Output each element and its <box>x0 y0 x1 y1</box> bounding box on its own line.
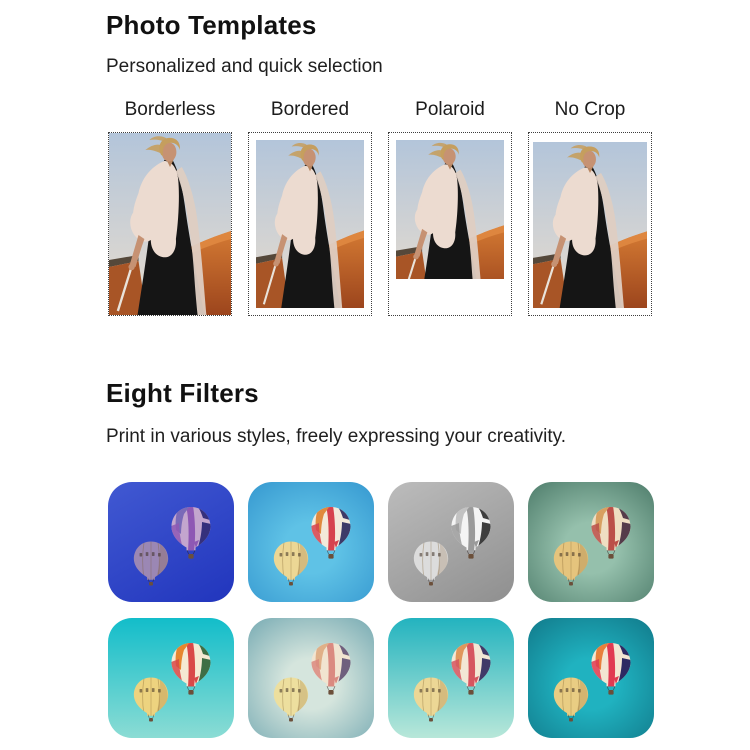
template-photo <box>256 140 364 308</box>
balloon-preview <box>108 482 234 602</box>
filter-tile-mono[interactable] <box>388 482 514 602</box>
template-preview-borderless[interactable] <box>108 132 232 316</box>
filter-tile-vivid-turquoise[interactable] <box>108 618 234 738</box>
balloon-preview <box>248 618 374 738</box>
filter-tile-azure[interactable] <box>248 482 374 602</box>
template-option-bordered[interactable] <box>248 97 372 316</box>
filter-tile-teal-pop[interactable] <box>528 618 654 738</box>
template-option-polaroid[interactable] <box>388 97 512 316</box>
template-label: Polaroid <box>415 99 485 120</box>
balloon-preview <box>108 618 234 738</box>
template-preview-bordered[interactable] <box>248 132 372 316</box>
filter-tile-vintage-green[interactable] <box>528 482 654 602</box>
balloon-preview <box>388 482 514 602</box>
balloon-preview <box>528 482 654 602</box>
photo-templates-subtitle: Personalized and quick selection <box>106 56 383 77</box>
template-label: Borderless <box>124 99 216 120</box>
template-photo <box>396 140 504 279</box>
filter-tile-deep-blue[interactable] <box>108 482 234 602</box>
template-options-row <box>108 97 652 316</box>
photo-templates-title: Photo Templates <box>106 10 317 40</box>
eight-filters-subtitle: Print in various styles, freely expressing your creativity. <box>106 426 567 447</box>
template-preview-polaroid[interactable] <box>388 132 512 316</box>
template-label: Bordered <box>270 99 350 120</box>
balloon-preview <box>248 482 374 602</box>
filter-tile-seafoam[interactable] <box>388 618 514 738</box>
template-photo <box>533 142 647 308</box>
balloon-preview <box>388 618 514 738</box>
template-label: No Crop <box>554 99 626 120</box>
filter-grid <box>108 482 654 738</box>
template-preview-nocrop[interactable] <box>528 132 652 316</box>
template-photo <box>109 133 231 315</box>
filter-tile-faded[interactable] <box>248 618 374 738</box>
template-option-borderless[interactable] <box>108 97 232 316</box>
balloon-preview <box>528 618 654 738</box>
eight-filters-title: Eight Filters <box>106 378 259 408</box>
template-option-nocrop[interactable] <box>528 97 652 316</box>
